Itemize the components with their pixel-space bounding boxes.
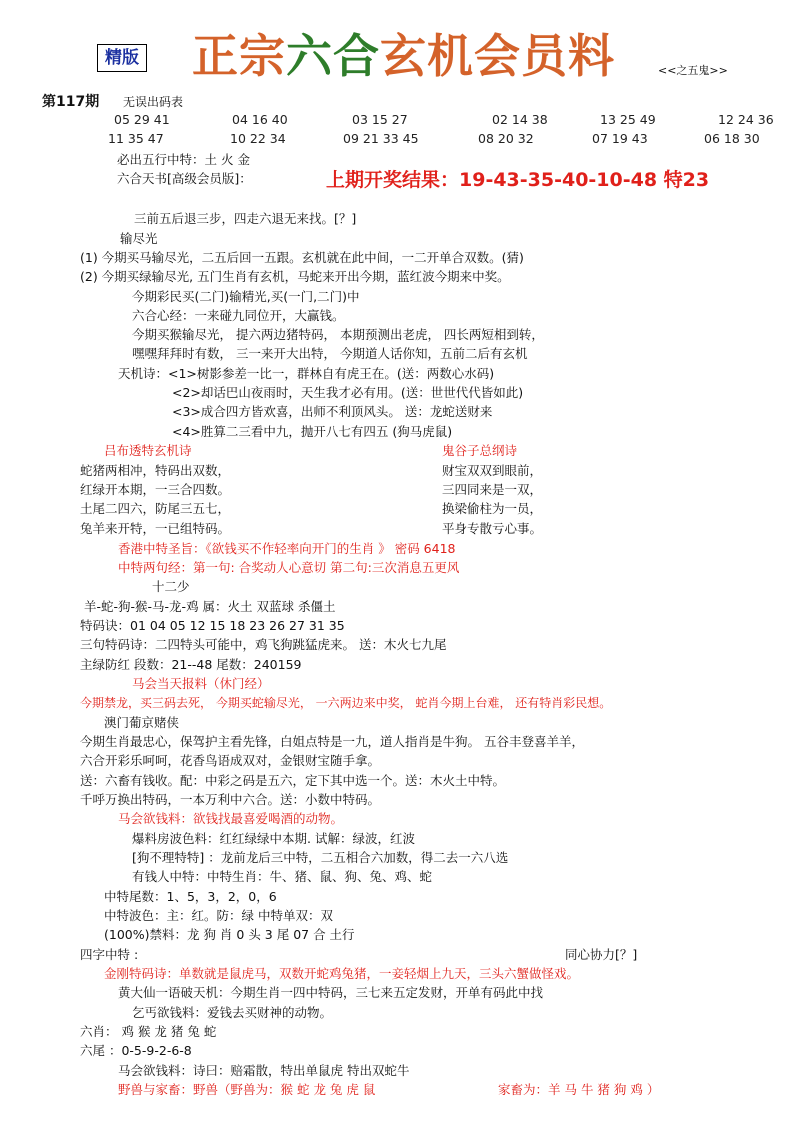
section-title: 马会当天报料（休门经） xyxy=(132,676,270,691)
text-line: <4>胜算二三看中九，抛开八七有四五 (狗马虎鼠) xyxy=(172,424,453,439)
text-line: (1) 今期买马输尽光，二五后回一五跟。玄机就在此中间，一二开单合双数。(猜) xyxy=(80,250,524,265)
code-group: 10 22 34 xyxy=(230,131,286,146)
poem-left-line: 土尾二四六，防尾三五七， xyxy=(80,501,231,516)
text-line: 四字中特 : xyxy=(80,947,139,962)
text-line: [狗不理特特] ：龙前龙后三中特，二五相合六加数，得二去一六八选 xyxy=(132,850,509,865)
poem-right-line: 财宝双双到眼前， xyxy=(442,463,543,478)
text-line: 今期彩民买(二门)输精光,买(一门,二门)中 xyxy=(132,289,360,304)
code-group: 09 21 33 45 xyxy=(343,131,419,146)
poem-left-line: 红绿开本期，一三合四数。 xyxy=(80,482,231,497)
text-line: 金刚特码诗：单数就是鼠虎马，双数开蛇鸡兔猪，一妾轻烟上九天，三头六蟹做怪戏。 xyxy=(104,966,580,981)
poem-left-line: 兔羊来开特，一已组特码。 xyxy=(80,521,231,536)
poem-right-line: 平身专散亏心事。 xyxy=(442,521,543,536)
text-line: 三句特码诗：二四特头可能中，鸡飞狗跳猛虎来。 送：木火七九尾 xyxy=(80,637,447,652)
issue-number: 第117期 xyxy=(42,94,100,110)
title-part-4: 会员料 xyxy=(474,29,615,83)
text-line: 特码诀：01 04 05 12 15 18 23 26 27 31 35 xyxy=(80,618,345,633)
code-group: 05 29 41 xyxy=(114,112,170,127)
text-line: <3>成合四方皆欢喜，出师不利顶风头。 送：龙蛇送财来 xyxy=(172,404,493,419)
code-group: 13 25 49 xyxy=(600,112,656,127)
text-line: 马会欲钱料：诗曰：赔霜散，特出单鼠虎 特出双蛇牛 xyxy=(118,1063,410,1078)
page-title xyxy=(192,28,615,84)
text-line: 野兽与家畜：野兽（野兽为：猴 蛇 龙 兔 虎 鼠 xyxy=(118,1082,376,1097)
text-line: 今期生肖最忠心，保驾护主看先锋，白姐点特是一九，道人指肖是牛狗。 五谷丰登喜羊羊， xyxy=(80,734,584,749)
text-line: 黄大仙一语破天机：今期生肖一四中特码，三七来五定发财，开单有码此中找 xyxy=(118,985,544,1000)
text-line: 送：六畜有钱收。配：中彩之码是五六，定下其中选一个。送：木火土中特。 xyxy=(80,773,506,788)
text-line: 同心协力[？] xyxy=(565,947,638,962)
text-line: 主绿防红 段数：21--48 尾数：240159 xyxy=(80,657,302,672)
brand-tag: <<之五鬼>> xyxy=(658,64,728,77)
text-line: 天机诗：<1>树影参差一比一，群林自有虎王在。(送：两数心水码) xyxy=(118,366,495,381)
text-line: 六合开彩乐呵呵，花香鸟语成双对，金银财宝随手拿。 xyxy=(80,753,381,768)
text-line: 有钱人中特：中特生肖：牛、猪、鼠、狗、兔、鸡、蛇 xyxy=(132,869,433,884)
code-group: 04 16 40 xyxy=(232,112,288,127)
poem-right-title: 鬼谷子总纲诗 xyxy=(442,443,518,458)
poem-left-title: 吕布透特玄机诗 xyxy=(104,443,192,458)
text-line: 千呼万换出特码，一本万利中六合。送：小数中特码。 xyxy=(80,792,381,807)
code-group: 08 20 32 xyxy=(478,131,534,146)
title-part-1: 正宗 xyxy=(192,29,286,83)
text-line: 六合心经：一来碰九同位开，大赢钱。 xyxy=(132,308,345,323)
text-line: 十二少 xyxy=(152,579,190,594)
hk-decree: 香港中特圣旨：《欲钱买不作轻率向开门的生肖 》 密码 6418 xyxy=(118,541,456,556)
edition-badge: 精版 xyxy=(97,44,147,72)
section-title: 澳门葡京赌侠 xyxy=(104,715,180,730)
last-result: 上期开奖结果：19-43-35-40-10-48 特23 xyxy=(326,169,710,191)
code-group: 12 24 36 xyxy=(718,112,774,127)
text-line: 马会欲钱料：欲钱找最喜爱喝酒的动物。 xyxy=(118,811,344,826)
five-elements-line: 必出五行中特：土 火 金 xyxy=(117,152,250,167)
poem-left-line: 蛇猪两相冲，特码出双数， xyxy=(80,463,231,478)
code-group: 06 18 30 xyxy=(704,131,760,146)
text-line: (100%)禁料：龙 狗 肖 0 头 3 尾 07 合 土行 xyxy=(104,927,355,942)
text-line: 家畜为：羊 马 牛 猪 狗 鸡 ） xyxy=(498,1082,660,1097)
text-line: 中特波色：主：红。防：绿 中特单双：双 xyxy=(104,908,333,923)
code-group: 02 14 38 xyxy=(492,112,548,127)
text-line: 今期禁龙，买三码去死， 今期买蛇输尽光， 一六两边来中奖， 蛇肖今期上台难， 还有特肖彩民想。 xyxy=(80,696,612,710)
text-line: 爆料房波色料：红红绿绿中本期. 试解：绿波，红波 xyxy=(132,831,415,846)
text-line: 输尽光 xyxy=(120,231,158,246)
code-group: 11 35 47 xyxy=(108,131,164,146)
text-line: 三前五后退三步，四走六退无来找。[？] xyxy=(134,211,357,226)
text-line: (2) 今期买绿输尽光, 五门生肖有玄机，马蛇来开出今期，蓝红波今期来中奖。 xyxy=(80,269,510,284)
poem-right-line: 换梁偷柱为一员， xyxy=(442,501,543,516)
title-part-3: 玄机 xyxy=(380,29,474,83)
text-line: 羊-蛇-狗-猴-马-龙-鸡 属：火土 双蓝球 杀僵土 xyxy=(84,599,336,614)
code-group: 07 19 43 xyxy=(592,131,648,146)
text-line: 乞丐欲钱料：爱钱去买财神的动物。 xyxy=(132,1005,333,1020)
text-line: 中特尾数：1、5，3，2，0，6 xyxy=(104,889,277,904)
text-line: 六肖： 鸡 猴 龙 猪 兔 蛇 xyxy=(80,1024,217,1039)
text-line: 今期买猴输尽光， 提六两边猪特码， 本期预测出老虎， 四长两短相到转， xyxy=(132,327,544,342)
code-group: 03 15 27 xyxy=(352,112,408,127)
text-line: 嘿嘿拜拜时有数， 三一来开大出特， 今期道人话你知，五前二后有玄机 xyxy=(132,346,528,361)
title-part-2: 六合 xyxy=(286,29,380,83)
heaven-book-line: 六合天书[高级会员版]： xyxy=(117,171,252,186)
poem-right-line: 三四同来是一双， xyxy=(442,482,543,497)
text-line: <2>却话巴山夜雨时，天生我才必有用。(送：世世代代皆如此) xyxy=(172,385,524,400)
code-table-title: 无误出码表 xyxy=(123,95,184,109)
two-line-scripture: 中特两句经：第一句: 合奖动人心意切 第二句:三次消息五更风 xyxy=(118,560,460,575)
text-line: 六尾 ：0-5-9-2-6-8 xyxy=(80,1043,192,1058)
